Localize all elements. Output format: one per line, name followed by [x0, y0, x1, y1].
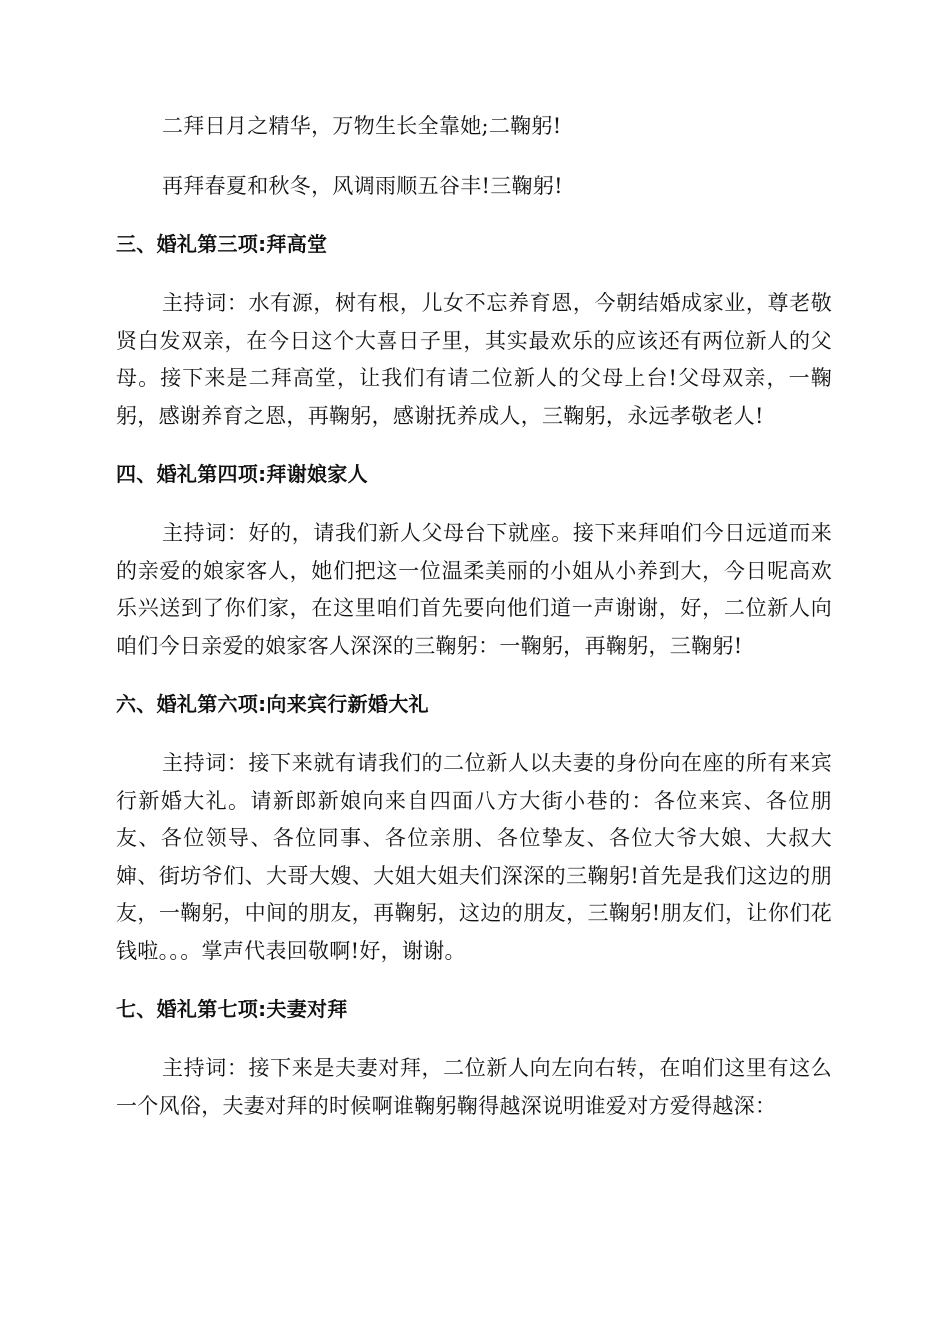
section-heading-3: 三、婚礼第三项:拜高堂	[116, 232, 328, 256]
paragraph-section-4: 主持词：好的，请我们新人父母台下就座。接下来拜咱们今日远道而来的亲爱的娘家客人，她们把这一位温柔美丽的小姐从小养到大，今日呢高欢乐兴送到了你们家，在这里咱们首先要向他们道一声谢谢，好，二位新人向咱们今日亲爱的娘家客人深深的三鞠躬：一鞠躬，再鞠躬，三鞠躬!	[116, 521, 832, 658]
paragraph-second-bow: 二拜日月之精华，万物生长全靠她;二鞠躬!	[162, 114, 562, 138]
paragraph-section-3: 主持词：水有源，树有根，儿女不忘养育恩，今朝结婚成家业，尊老敬贤白发双亲，在今日这个大喜日子里，其实最欢乐的应该还有两位新人的父母。接下来是二拜高堂，让我们有请二位新人的父母上台!父母双亲，一鞠躬，感谢养育之恩，再鞠躬，感谢抚养成人，三鞠躬，永远孝敬老人!	[116, 291, 832, 428]
section-heading-7: 七、婚礼第七项:夫妻对拜	[116, 997, 348, 1021]
section-heading-4: 四、婚礼第四项:拜谢娘家人	[116, 462, 368, 486]
section-heading-6: 六、婚礼第六项:向来宾行新婚大礼	[116, 692, 429, 716]
document-body	[116, 108, 832, 1125]
paragraph-section-6: 主持词：接下来就有请我们的二位新人以夫妻的身份向在座的所有来宾行新婚大礼。请新郎新娘向来自四面八方大街小巷的：各位来宾、各位朋友、各位领导、各位同事、各位亲朋、各位挚友、各位大爷大娘、大叔大婶、街坊爷们、大哥大嫂、大姐大姐夫们深深的三鞠躬!首先是我们这边的朋友，一鞠躬，中间的朋友，再鞠躬，这边的朋友，三鞠躬!朋友们，让你们花钱啦。。。掌声代表回敬啊!好，谢谢。	[116, 751, 832, 963]
paragraph-section-7: 主持词：接下来是夫妻对拜，二位新人向左向右转，在咱们这里有这么一个风俗，夫妻对拜的时候啊谁鞠躬鞠得越深说明谁爱对方爱得越深：	[116, 1056, 832, 1118]
paragraph-third-bow: 再拜春夏和秋冬，风调雨顺五谷丰!三鞠躬!	[162, 173, 563, 198]
